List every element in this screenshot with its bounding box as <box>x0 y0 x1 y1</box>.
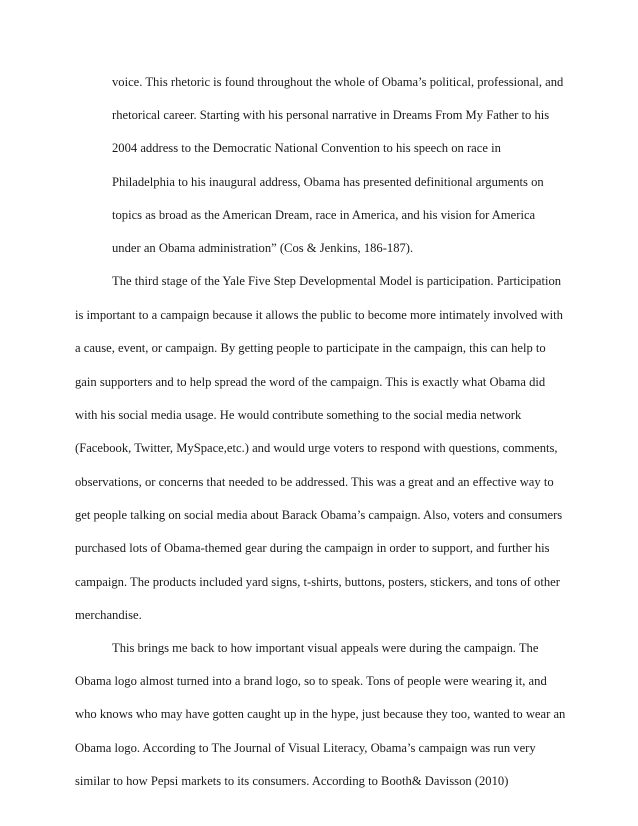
paragraph-line: This brings me back to how important visual appeals were during the campaign. The <box>112 641 539 655</box>
paragraph-line: is important to a campaign because it allows the public to become more intimately involved with <box>75 308 563 322</box>
quote-line: voice. This rhetoric is found throughout the whole of Obama’s political, professional, and <box>112 75 564 89</box>
quote-line: Philadelphia to his inaugural address, Obama has presented definitional arguments on <box>112 175 544 189</box>
quote-line: under an Obama administration” (Cos & Jenkins, 186-187). <box>112 241 414 255</box>
quote-line: 2004 address to the Democratic National Convention to his speech on race in <box>112 141 501 155</box>
paragraph-line: who knows who may have gotten caught up in the hype, just because they too, wanted to wear an <box>75 707 566 721</box>
paragraph-line: get people talking on social media about Barack Obama’s campaign. Also, voters and consumers <box>75 508 563 522</box>
paragraph-line: (Facebook, Twitter, MySpace,etc.) and would urge voters to respond with questions, comments, <box>75 441 558 455</box>
paragraph-line: The third stage of the Yale Five Step Developmental Model is participation. Participation <box>112 274 562 288</box>
paragraph-line: Obama logo almost turned into a brand logo, so to speak. Tons of people were wearing it, and <box>75 674 547 688</box>
paragraph-line: observations, or concerns that needed to be addressed. This was a great and an effective way to <box>75 475 554 489</box>
paragraph-line: purchased lots of Obama-themed gear during the campaign in order to support, and further his <box>75 541 550 555</box>
paragraph-line: a cause, event, or campaign. By getting people to participate in the campaign, this can help to <box>75 341 546 355</box>
quote-line: rhetorical career. Starting with his personal narrative in Dreams From My Father to his <box>112 108 550 122</box>
paragraph-line: similar to how Pepsi markets to its consumers. According to Booth& Davisson (2010) <box>75 774 509 788</box>
paragraph-line: Obama logo. According to The Journal of Visual Literacy, Obama’s campaign was run very <box>75 741 536 755</box>
quote-line: topics as broad as the American Dream, race in America, and his vision for America <box>112 208 536 222</box>
paragraph-line: merchandise. <box>75 608 142 622</box>
paragraph-line: with his social media usage. He would contribute something to the social media network <box>75 408 522 422</box>
paragraph-line: gain supporters and to help spread the word of the campaign. This is exactly what Obama did <box>75 375 546 389</box>
paragraph-line: campaign. The products included yard signs, t-shirts, buttons, posters, stickers, and tons of other <box>75 575 560 589</box>
